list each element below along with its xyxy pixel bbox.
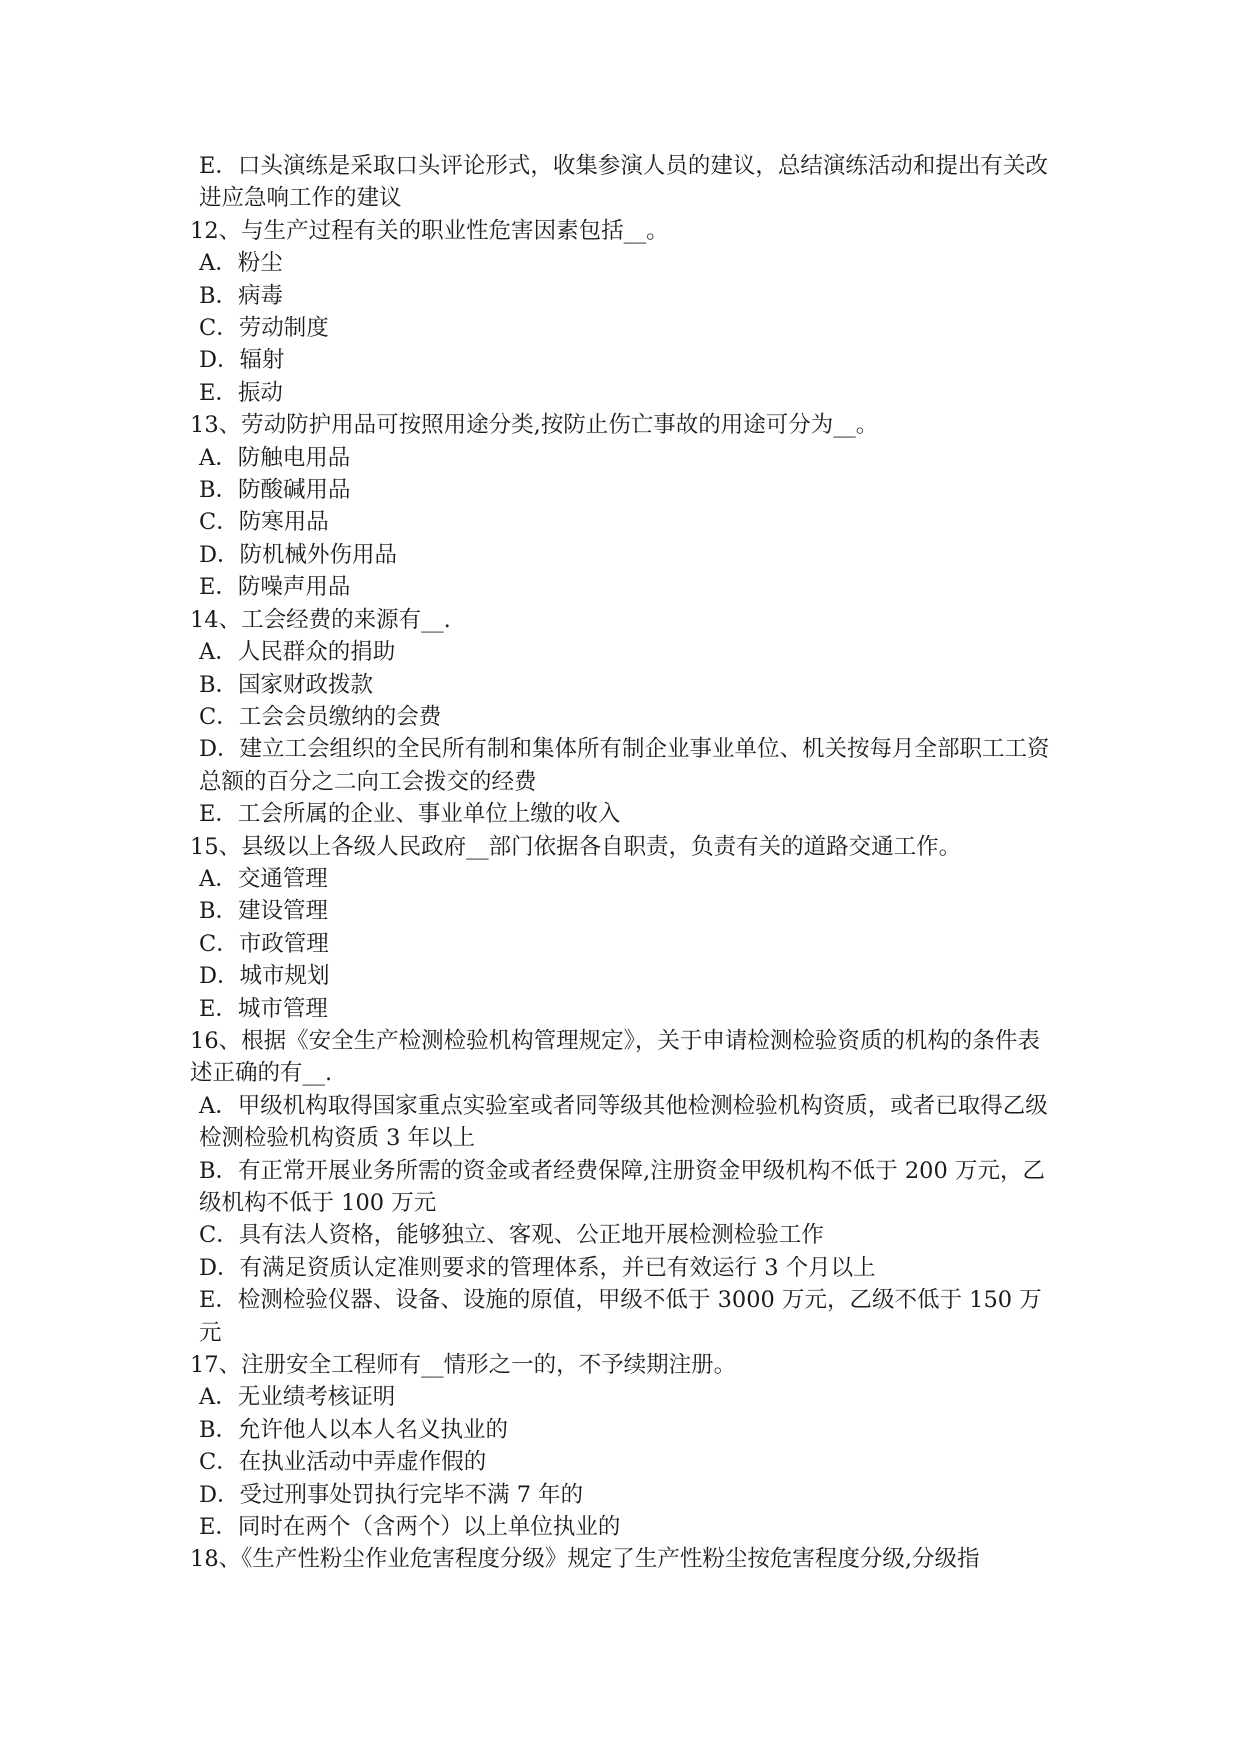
question-text: 17、注册安全工程师有__情形之一的，不予续期注册。 [190, 1352, 737, 1379]
option-text: D．防机械外伤用品 [199, 541, 398, 568]
option-text: D．受过刑事处罚执行完毕不满 7 年的 [199, 1481, 584, 1508]
option-text: B．有正常开展业务所需的资金或者经费保障,注册资金甲级机构不低于 200 万元，乙级机构不低于 100 万元 [199, 1157, 1045, 1216]
option-text: A．交通管理 [199, 865, 328, 892]
option-text: C．防寒用品 [199, 509, 329, 536]
question-text: 12、与生产过程有关的职业性危害因素包括__。 [190, 217, 669, 244]
document-page [190, 150, 1052, 1576]
option-text: E．口头演练是采取口头评论形式，收集参演人员的建议，总结演练活动和提出有关改进应急响工作的建议 [199, 153, 1048, 212]
question-text: 15、县级以上各级人民政府__部门依据各自职责，负责有关的道路交通工作。 [190, 833, 962, 860]
option-text: A．人民群众的捐助 [199, 639, 396, 666]
option-text: C．工会会员缴纳的会费 [199, 703, 442, 730]
option-text: E．城市管理 [199, 995, 328, 1022]
option-text: E．同时在两个（含两个）以上单位执业的 [199, 1514, 621, 1541]
option-text: C．在执业活动中弄虚作假的 [199, 1449, 487, 1476]
option-text: A．无业绩考核证明 [199, 1384, 396, 1411]
option-text: E．防噪声用品 [199, 574, 351, 601]
option-text: B．建设管理 [199, 898, 329, 925]
option-text: E．振动 [199, 379, 283, 406]
option-text: D．建立工会组织的全民所有制和集体所有制企业事业单位、机关按每月全部职工工资总额的百分之二向工会拨交的经费 [199, 736, 1050, 795]
option-text: B．防酸碱用品 [199, 477, 351, 504]
option-text: B．允许他人以本人名义执业的 [199, 1416, 509, 1443]
option-text: C．市政管理 [199, 930, 329, 957]
option-text: B．国家财政拨款 [199, 671, 374, 698]
question-text: 13、劳动防护用品可按照用途分类,按防止伤亡事故的用途可分为__。 [190, 412, 879, 439]
question-text: 14、工会经费的来源有__. [190, 606, 451, 633]
option-text: C．劳动制度 [199, 315, 329, 342]
option-text: D．辐射 [199, 347, 285, 374]
option-text: A．甲级机构取得国家重点实验室或者同等级其他检测检验机构资质，或者已取得乙级检测检验机构资质 3 年以上 [199, 1092, 1048, 1152]
option-text: C．具有法人资格，能够独立、客观、公正地开展检测检验工作 [199, 1222, 824, 1249]
option-text: E．检测检验仪器、设备、设施的原值，甲级不低于 3000 万元，乙级不低于 150 万元 [199, 1287, 1042, 1346]
question-text: 16、根据《安全生产检测检验机构管理规定》，关于申请检测检验资质的机构的条件表述正确的有__. [190, 1027, 1040, 1087]
option-text: D．有满足资质认定准则要求的管理体系，并已有效运行 3 个月以上 [199, 1254, 876, 1281]
question-text: 18、《生产性粉尘作业危害程度分级》规定了生产性粉尘按危害程度分级,分级指 [190, 1546, 980, 1573]
option-text: A．粉尘 [199, 250, 283, 277]
option-text: A．防触电用品 [199, 444, 351, 471]
option-text: B．病毒 [199, 282, 284, 309]
option-text: E．工会所属的企业、事业单位上缴的收入 [199, 801, 621, 828]
option-text: D．城市规划 [199, 963, 330, 990]
